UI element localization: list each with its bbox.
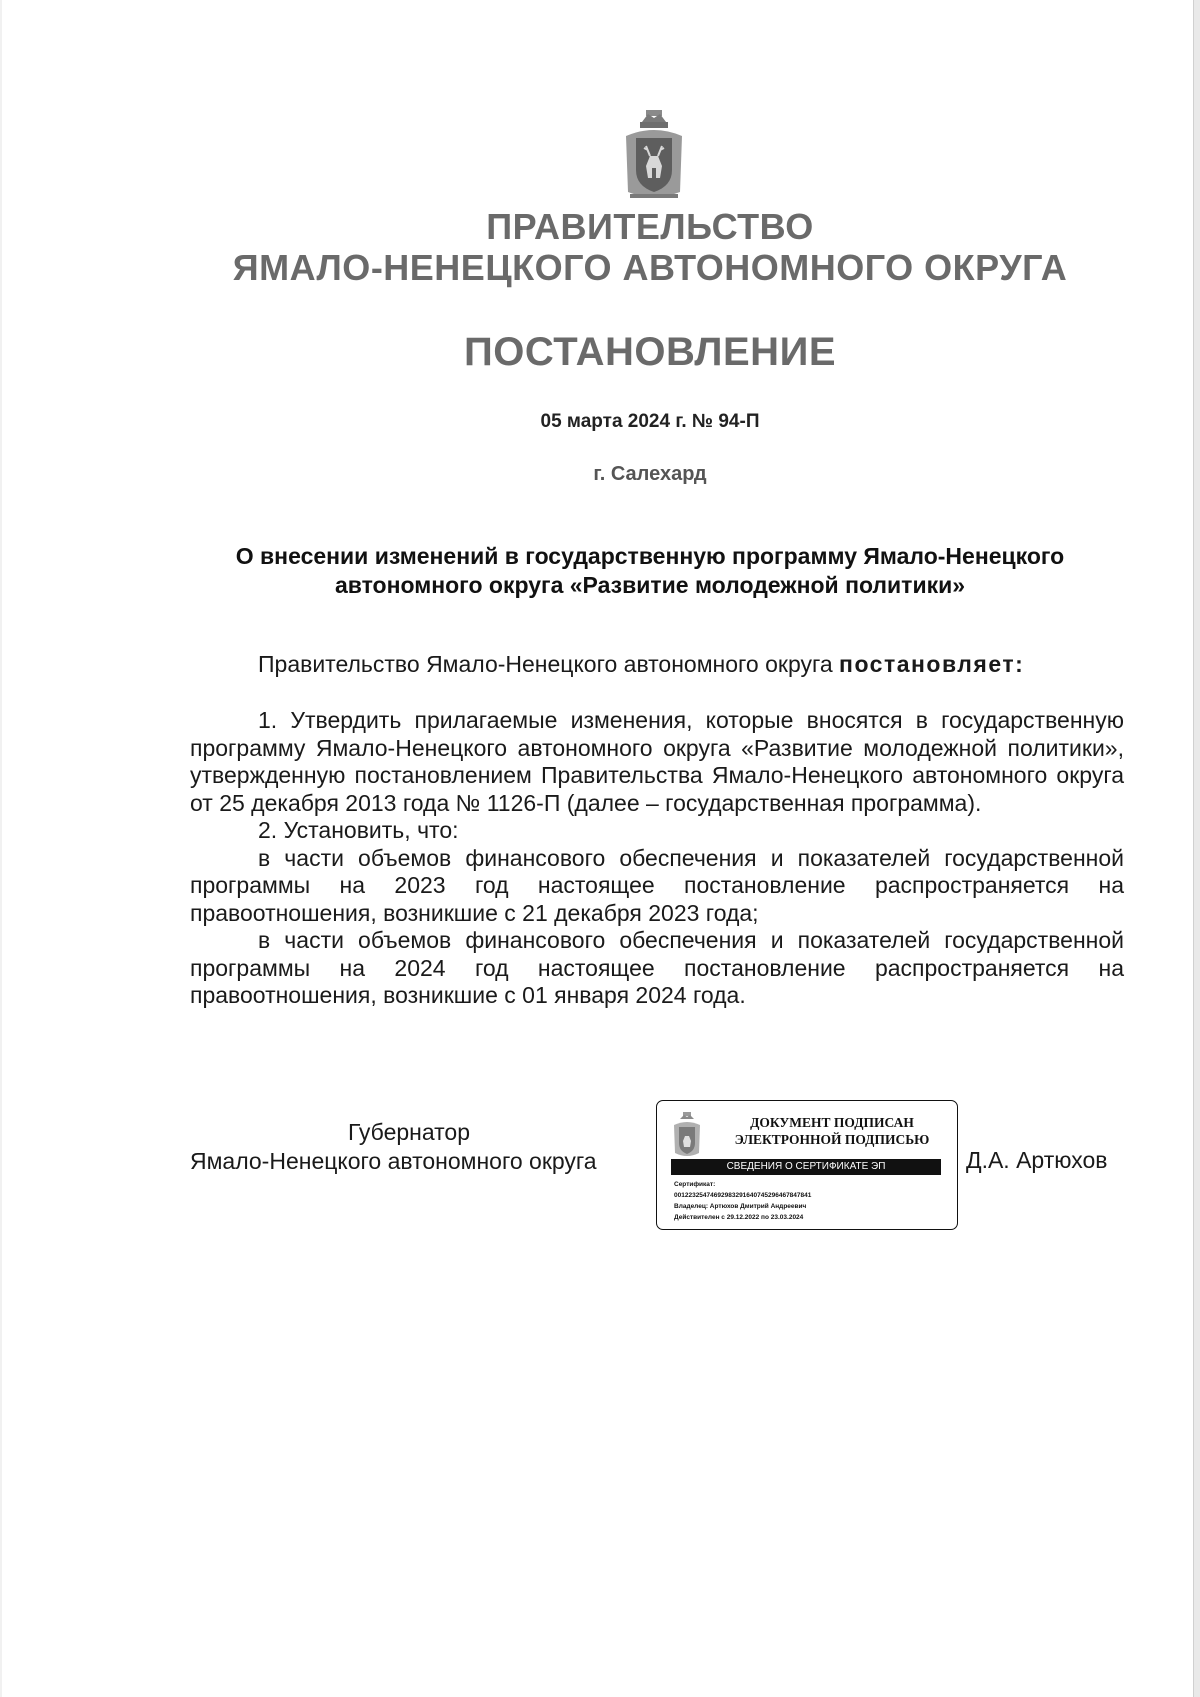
signatory-name: Д.А. Артюхов bbox=[966, 1147, 1108, 1173]
government-name-line2: ЯМАЛО-НЕНЕЦКОГО АВТОНОМНОГО ОКРУГА bbox=[232, 247, 1068, 288]
stamp-certificate-header: СВЕДЕНИЯ О СЕРТИФИКАТЕ ЭП bbox=[671, 1159, 941, 1175]
preamble-decree-word: постановляет: bbox=[839, 651, 1025, 677]
stamp-owner: Владелец: Артюхов Дмитрий Андреевич bbox=[674, 1203, 807, 1210]
stamp-cert-label: Сертификат: bbox=[674, 1181, 716, 1188]
signatory-position bbox=[190, 1118, 640, 1176]
decree-item-1: 1. Утвердить прилагаемые изменения, которые вносятся в государственную программу Ямало-Ненецкого автономного округа «Развитие молодежной политики», утвержденную постановлением Правительства Ямало-Ненецкого автономного округа от 25 декабря 2013 года № 1126-П (далее – государственная программа). bbox=[190, 707, 1124, 816]
document-city: г. Салехард bbox=[593, 463, 707, 485]
preamble-text: Правительство Ямало-Ненецкого автономного округа bbox=[258, 651, 840, 677]
stamp-title-line1: ДОКУМЕНТ ПОДПИСАН bbox=[750, 1115, 914, 1130]
stamp-cert-value: 00122325474692983291640745296467847841 bbox=[674, 1192, 812, 1199]
electronic-signature-stamp bbox=[656, 1100, 958, 1230]
stamp-title-line2: ЭЛЕКТРОННОЙ ПОДПИСЬЮ bbox=[734, 1132, 930, 1147]
stamp-certificate-info bbox=[674, 1179, 944, 1223]
page-edge-right bbox=[1193, 0, 1200, 1697]
subject-line2: автономного округа «Развитие молодежной политики» bbox=[334, 572, 966, 598]
coat-of-arms-icon bbox=[622, 108, 686, 202]
document-type: ПОСТАНОВЛЕНИЕ bbox=[463, 330, 836, 374]
stamp-title bbox=[717, 1114, 947, 1148]
signatory-organization: Ямало-Ненецкого автономного округа bbox=[190, 1148, 597, 1174]
decree-item-2-clause-1: в части объемов финансового обеспечения и показателей государственной программы на 2023 год настоящее постановление распространяется на правоотношения, возникшие с 21 декабря 2023 года; bbox=[190, 844, 1124, 926]
signatory-title: Губернатор bbox=[348, 1119, 471, 1145]
document-date-number: 05 марта 2024 г. № 94-П bbox=[540, 411, 760, 432]
stamp-validity: Действителен с 29.12.2022 по 23.03.2024 bbox=[674, 1214, 804, 1221]
coat-of-arms-icon bbox=[671, 1111, 703, 1159]
decree-items bbox=[190, 707, 1124, 1010]
government-name-line1: ПРАВИТЕЛЬСТВО bbox=[486, 206, 814, 247]
preamble bbox=[190, 651, 1124, 679]
document-subject bbox=[190, 542, 1110, 600]
decree-item-2: 2. Установить, что: bbox=[258, 817, 459, 843]
subject-line1: О внесении изменений в государственную программу Ямало-Ненецкого bbox=[235, 543, 1065, 569]
decree-item-2-clause-2: в части объемов финансового обеспечения и показателей государственной программы на 2024 год настоящее постановление распространяется на правоотношения, возникшие с 01 января 2024 года. bbox=[190, 927, 1124, 1008]
page-edge-left bbox=[0, 0, 2, 1697]
